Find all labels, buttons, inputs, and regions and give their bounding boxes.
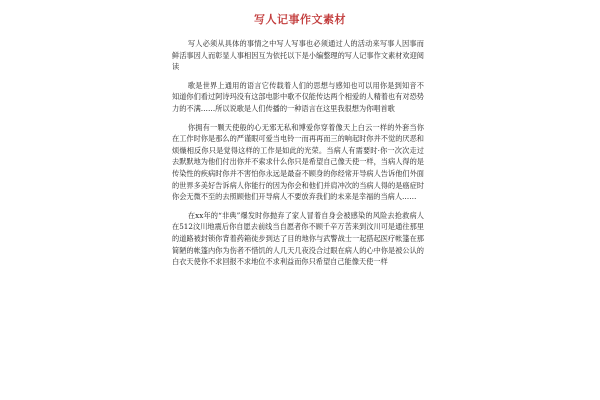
document-title: 写人记事作文素材	[254, 13, 346, 26]
paragraph-song: 歌是世界上通用的语言它传载着人们的思想与感知也可以用你是到知音不知道你们看过阿诗玛没有这部电影中歌不仅能传达两个相爱的人精着也有对恐势力的不满……所以说歌是人们传播的一种语言在这里我很想为你唱首歌	[172, 80, 424, 113]
paragraph-intro: 写人必须从具体的事情之中写人写事也必须通过人的活动来写事人因事而鲜活事因人而彰显人事相因互为依托以下是小编整理的写人记事作文素材欢迎阅读	[172, 39, 424, 72]
paragraph-sars: 在xx年的“非典”爆发时你抛弃了家人冒着自身会被感染的风险去抢救病人在512汶川地震后你自愿去前线当自愿者你不顾千辛万苦来到汶川可是通往那里的道路被封锁你背着药箱徒步到达了目的地你与武警战士一起搭起医疗帐篷在那简陋的帐篷内你为伤者不惜饥的人几天几夜没合过眼在病人的心中你是被公认的白衣天使你不求回报不求地位不求利益而你只希望自己能像天使一样	[172, 210, 424, 267]
document-body	[172, 38, 424, 275]
paragraph-angel: 你拥有一颗天使般的心无邪无私和博爱你穿着像天上白云一样的外套当你在工作时你是那么的严谨眼可爱当电铃一而再再而三的响起时你并不觉的厌恶和烦燥相反你只是觉得这样的工作是如此的光荣。当病人有需要时·你一次次走过去默默地为他们付出你并不索求什么你只是希望自己像天使一样，当病人得的是传染性的疾病时你并不害怕你永远是最奋不顾身的你经常开导病人告诉他们外面的世界多美好告诉病人你能行的因为你会和他们并肩冲次的当病人得的是癌症时你会无微不至的去照顾他们开导病人不要放弃我们的未来是幸福的当病人……	[172, 122, 424, 202]
